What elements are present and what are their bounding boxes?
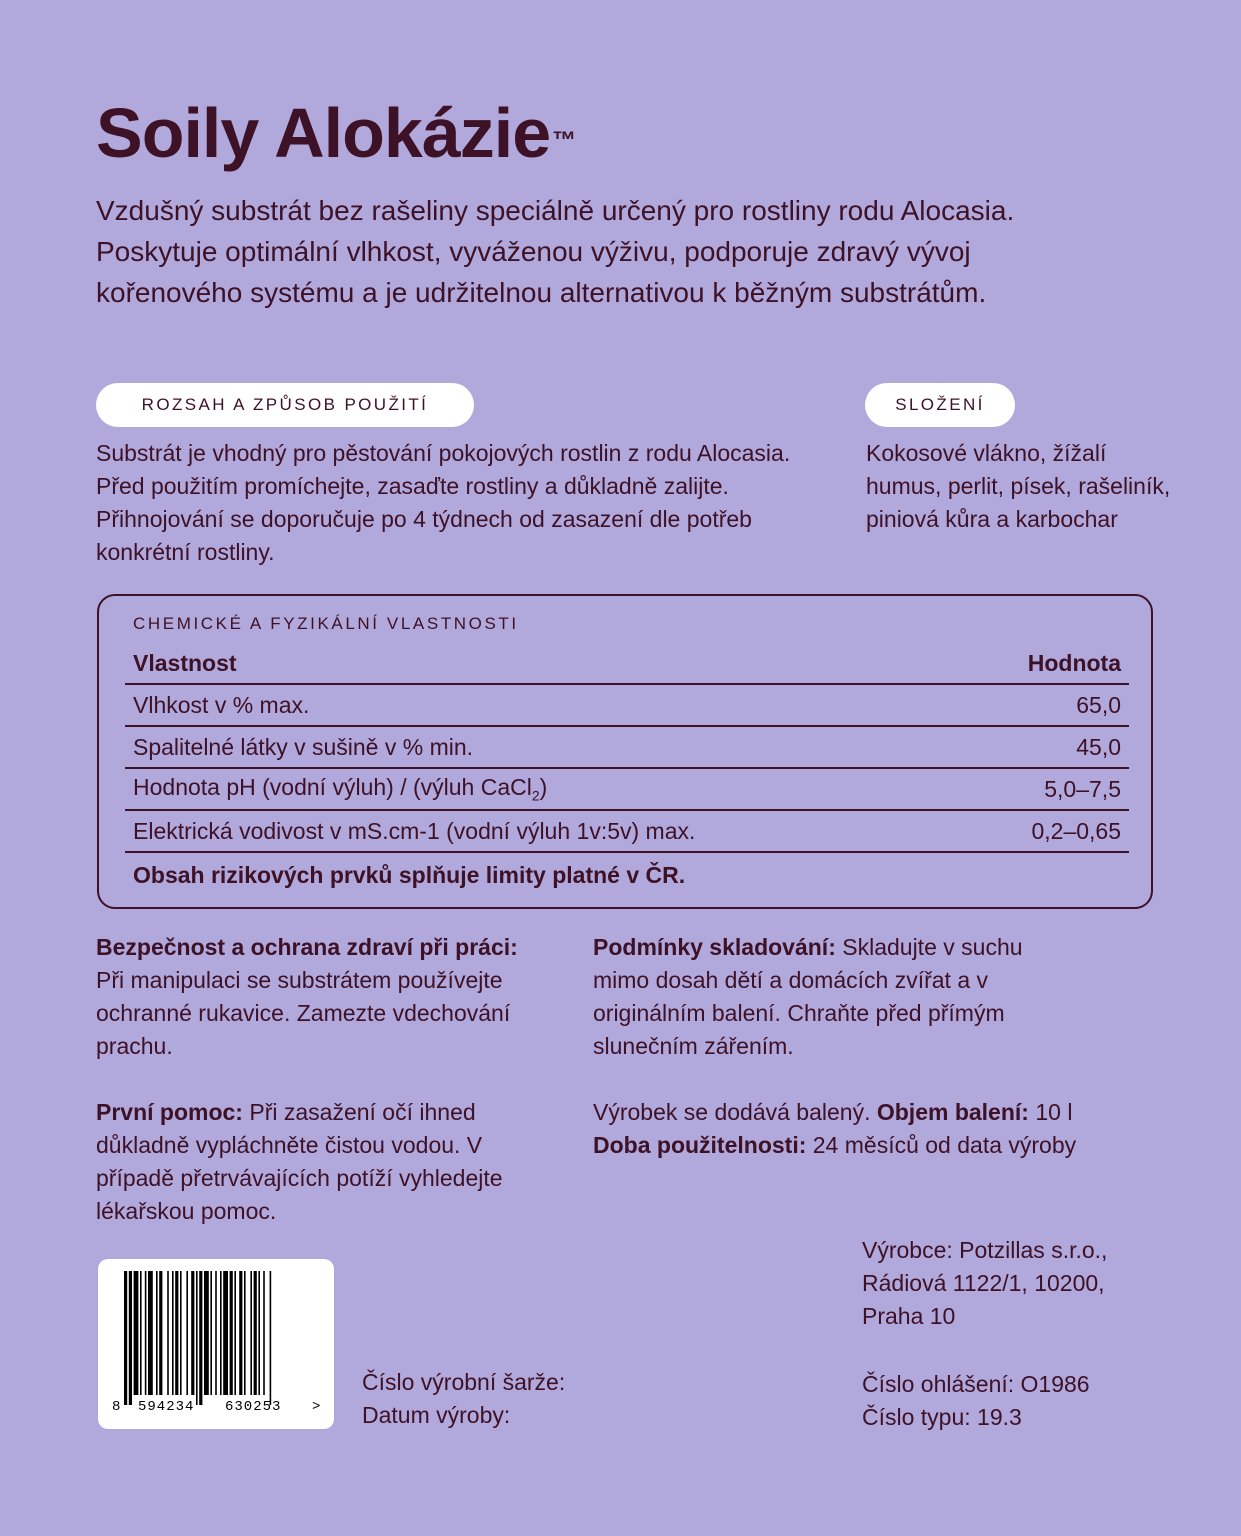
safety-paragraph: Bezpečnost a ochrana zdraví při práci: Při manipulaci se substrátem používejte ochranné rukavice. Zamezte vdechování prachu.	[96, 934, 518, 1059]
product-title: Soily Alokázie™	[96, 94, 576, 172]
composition-text: Kokosové vlákno, žížalí humus, perlit, písek, rašeliník, piniová kůra a karbochar	[866, 440, 1171, 532]
barcode-bar	[167, 1271, 169, 1395]
barcode-bar	[172, 1271, 174, 1395]
table-header-row	[125, 643, 1129, 684]
property-name: Hodnota pH (vodní výluh) / (výluh CaCl$_2$)	[125, 768, 969, 810]
barcode-bar	[140, 1271, 142, 1395]
table-row	[125, 810, 1129, 852]
column-header-property: Vlastnost	[125, 643, 969, 684]
barcode-right-digits: 630253	[225, 1399, 282, 1415]
property-value: 0,2–0,65	[969, 810, 1129, 852]
table-row	[125, 768, 1129, 810]
barcode-bar	[175, 1271, 178, 1395]
barcode-bar	[199, 1271, 202, 1405]
barcode-bar	[156, 1271, 158, 1395]
column-header-value: Hodnota	[969, 643, 1129, 684]
trademark-mark: ™	[552, 127, 576, 154]
usage-text: Substrát je vhodný pro pěstování pokojových rostlin z rodu Alocasia. Před použitím promíchejte, zasaďte rostliny a důkladně zalijte. Přihnojování se doporučuje po 4 týdnech od zasazení dle potřeb konkrétní rostliny.	[96, 440, 791, 565]
property-name: Elektrická vodivost v mS.cm-1 (vodní výluh 1v:5v) max.	[125, 810, 969, 852]
product-description: Vzdušný substrát bez rašeliny speciálně určený pro rostliny rodu Alocasia. Poskytuje optimální vlhkost, vyváženou výživu, podporuje zdravý vývoj kořenového systému a je udržitelnou alternativou k běžným substrátům.	[96, 195, 1015, 308]
barcode-bar	[180, 1271, 182, 1395]
barcode-bar	[159, 1271, 162, 1395]
properties-box	[97, 594, 1153, 909]
property-name: Vlhkost v % max.	[125, 684, 969, 726]
barcode-bar	[124, 1271, 127, 1405]
barcode-bar	[191, 1271, 194, 1395]
barcode-bar	[210, 1271, 212, 1395]
property-value: 5,0–7,5	[969, 768, 1129, 810]
barcode-bar	[263, 1271, 265, 1395]
property-value: 65,0	[969, 684, 1129, 726]
risk-elements-note: Obsah rizikových prvků splňuje limity platné v ČR.	[133, 861, 686, 888]
barcode-bar	[204, 1271, 209, 1395]
property-value: 45,0	[969, 726, 1129, 768]
right-info-column	[593, 931, 1083, 1195]
manufacturer-line: Praha 10	[862, 1303, 956, 1329]
usage-heading: ROZSAH A ZPŮSOB POUŽITÍ	[141, 395, 429, 414]
table-row	[125, 684, 1129, 726]
barcode-bar	[215, 1271, 217, 1395]
production-date-label: Datum výroby:	[362, 1402, 511, 1428]
barcode-bar	[258, 1271, 260, 1395]
barcode-bar	[196, 1271, 198, 1405]
left-info-column	[96, 931, 536, 1261]
properties-table	[125, 643, 1129, 897]
storage-paragraph: Podmínky skladování: Skladujte v suchu mimo dosah dětí a domácích zvířat a v originálním balení. Chraňte před přímým slunečním zářením.	[593, 934, 1023, 1059]
table-row	[125, 726, 1129, 768]
table-note-row	[125, 852, 1129, 897]
packaging-paragraph: Výrobek se dodává balený. Objem balení: 10 l Doba použitelnosti: 24 měsíců od data výroby	[593, 1099, 1077, 1158]
manufacturer-info	[862, 1234, 1107, 1333]
barcode	[98, 1259, 334, 1429]
composition-heading-badge	[865, 383, 1015, 427]
manufacturer-line: Rádiová 1122/1, 10200,	[862, 1270, 1105, 1296]
barcode-bar	[145, 1271, 147, 1395]
barcode-bar	[254, 1271, 257, 1395]
barcode-bar	[250, 1271, 252, 1395]
barcode-bar	[220, 1271, 222, 1395]
barcode-bar	[230, 1271, 233, 1395]
barcode-bar	[239, 1271, 242, 1395]
barcode-left-digits: 594234	[138, 1399, 195, 1415]
property-name: Spalitelné látky v sušině v % min.	[125, 726, 969, 768]
barcode-bar	[134, 1271, 139, 1395]
barcode-bar	[234, 1271, 236, 1395]
manufacturer-line: Výrobce: Potzillas s.r.o.,	[862, 1237, 1108, 1263]
barcode-bar	[270, 1271, 272, 1405]
barcode-bars	[98, 1259, 334, 1429]
notification-number: Číslo ohlášení: O1986	[862, 1371, 1090, 1397]
type-number: Číslo typu: 19.3	[862, 1404, 1022, 1430]
batch-info	[362, 1366, 565, 1432]
properties-heading: CHEMICKÉ A FYZIKÁLNÍ VLASTNOSTI	[133, 614, 519, 633]
barcode-bar	[186, 1271, 188, 1395]
barcode-bar	[244, 1271, 246, 1395]
batch-number-label: Číslo výrobní šarže:	[362, 1369, 566, 1395]
barcode-marker: >	[312, 1399, 321, 1415]
first-aid-paragraph: První pomoc: Při zasažení očí ihned důkladně vypláchněte čistou vodou. V případě přetrvávajících potíží vyhledejte lékařskou pomoc.	[96, 1099, 503, 1224]
registration-info	[862, 1368, 1090, 1434]
barcode-first-digit: 8	[112, 1399, 121, 1415]
barcode-bar	[223, 1271, 228, 1395]
usage-heading-badge	[96, 383, 474, 427]
composition-heading: SLOŽENÍ	[895, 395, 985, 414]
barcode-bar	[148, 1271, 153, 1395]
barcode-bar	[129, 1271, 132, 1405]
